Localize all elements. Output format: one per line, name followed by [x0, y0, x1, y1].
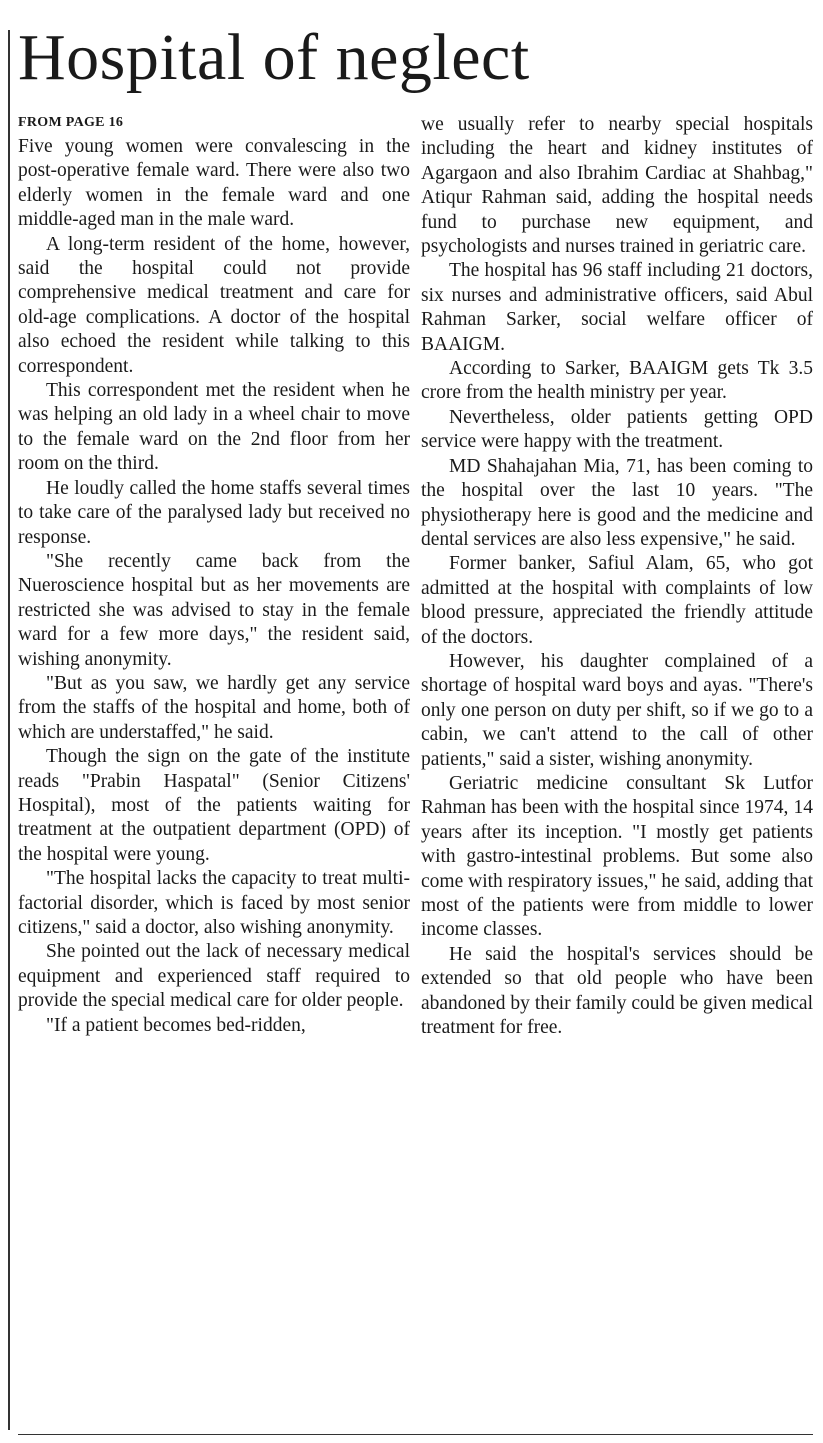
- paragraph: Nevertheless, older patients getting OPD service were happy with the treatment.: [421, 406, 813, 453]
- article-columns: [18, 113, 813, 1425]
- headline: Hospital of neglect: [18, 21, 530, 94]
- paragraph: The hospital has 96 staff including 21 doctors, six nurses and administrative officers, said Abul Rahman Sarker, social welfare officer of BAAIGM.: [421, 260, 813, 355]
- paragraph: This correspondent met the resident when he was helping an old lady in a wheel chair to move to the female ward on the 2nd floor from her room on the third.: [18, 380, 410, 475]
- paragraph: Though the sign on the gate of the institute reads "Prabin Haspatal" (Senior Citizens' Hospital), most of the patients waiting for treatment at the outpatient department (OPD) of the hospital were young.: [18, 746, 410, 865]
- paragraph: "If a patient becomes bed-ridden,: [46, 1014, 306, 1036]
- paragraph: He said the hospital's services should be extended so that old people who have been abandoned by their family could be given medical treatment for free.: [421, 943, 813, 1039]
- paragraph: Former banker, Safiul Alam, 65, who got admitted at the hospital with complaints of low blood pressure, appreciated the friendly attitude of the doctors.: [421, 553, 813, 648]
- article-column-right: [421, 113, 813, 1425]
- continuation-kicker: FROM PAGE 16: [18, 115, 124, 130]
- paragraph: Geriatric medicine consultant Sk Lutfor Rahman has been with the hospital since 1974, 14 years after its inception. "I mostly get patients with gastro-intestinal problems. But some also come with respiratory issues," he said, adding that most of the patients were from middle to lower income classes.: [421, 772, 813, 941]
- bottom-rule: [18, 1434, 813, 1435]
- paragraph: MD Shahajahan Mia, 71, has been coming to the hospital over the last 10 years. "The physiotherapy here is good and the medicine and dental services are also less expensive," he said.: [421, 455, 813, 550]
- paragraph: A long-term resident of the home, however, said the hospital could not provide comprehensive medical treatment and care for old-age complications. A doctor of the hospital also echoed the resident while talking to this correspondent.: [18, 233, 410, 377]
- paragraph: According to Sarker, BAAIGM gets Tk 3.5 crore from the health ministry per year.: [421, 358, 813, 404]
- paragraph: He loudly called the home staffs several times to take care of the paralysed lady but received no response.: [18, 477, 410, 548]
- paragraph: "She recently came back from the Nueroscience hospital but as her movements are restricted she was advised to stay in the female ward for a few more days," the resident said, wishing anonymity.: [18, 550, 410, 670]
- column-rule-left: [8, 30, 10, 1430]
- paragraph: Five young women were convalescing in the post-operative female ward. There were also two elderly women in the female ward and one middle-aged man in the male ward.: [18, 136, 410, 231]
- paragraph: "The hospital lacks the capacity to treat multi-factorial disorder, which is faced by most senior citizens," said a doctor, also wishing anonymity.: [18, 868, 410, 938]
- article-column-left: [18, 113, 410, 1425]
- paragraph: She pointed out the lack of necessary medical equipment and experienced staff required to provide the special medical care for older people.: [18, 941, 410, 1012]
- paragraph: "But as you saw, we hardly get any service from the staffs of the hospital and home, both of which are understaffed," he said.: [18, 672, 410, 743]
- paragraph: we usually refer to nearby special hospitals including the heart and kidney institutes of Agargaon and also Ibrahim Cardiac at Shahbag," Atiqur Rahman said, adding the hospital needs fund to purchase new equipment, and psychologists and nurses trained in geriatric care.: [421, 114, 813, 258]
- paragraph: However, his daughter complained of a shortage of hospital ward boys and ayas. "There's only one person on duty per shift, so if we go to a cabin, we can't attend to the call of other patients," said a sister, wishing anonymity.: [421, 650, 813, 770]
